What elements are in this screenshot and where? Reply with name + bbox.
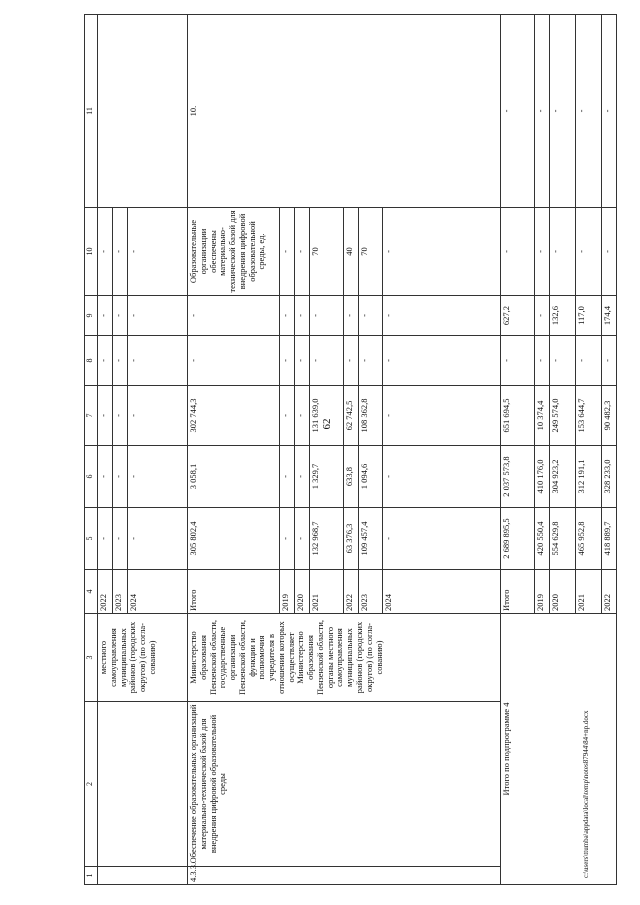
value-cell: - [535,15,550,208]
value-cell: - [128,386,188,446]
value-cell: 132 968,7 [310,508,344,570]
value-cell: 410 176,0 [535,446,550,508]
value-cell: 10 374,4 [535,386,550,446]
value-cell: - [280,336,295,386]
value-cell: - [359,336,383,386]
value-cell: - [550,208,576,296]
value-cell: - [295,508,310,570]
value-cell: 90 482,3 [602,386,617,446]
value-cell: - [280,386,295,446]
value-cell: - [113,336,128,386]
value-cell: 651 694,5 [501,386,535,446]
col-header-5: 5 [85,508,98,570]
value-cell: 40 [344,208,359,296]
year-cell: Итого [501,570,535,614]
col-header-1: 1 [85,867,98,885]
value-cell: - [113,296,128,336]
cont-executor-cell: местного самоуправления муниципальных районов (городских округов) (по согла- сованию) [98,614,188,702]
col-header-10: 10 [85,208,98,296]
col-header-4: 4 [85,570,98,614]
value-cell: - [295,296,310,336]
value-cell: 70 [310,208,344,296]
col-header-8: 8 [85,336,98,386]
year-cell: 2021 [310,570,344,614]
cont-num-cell [98,867,188,885]
value-cell: - [602,336,617,386]
value-cell: - [113,386,128,446]
value-cell: - [98,508,113,570]
value-cell: 132,6 [550,296,576,336]
col-header-2: 2 [85,702,98,867]
value-cell: 465 952,8 [576,508,602,570]
value-cell: 249 574,0 [550,386,576,446]
value-cell: - [535,296,550,336]
item-num-cell: 4.3.3. [188,867,501,885]
col-header-7: 7 [85,386,98,446]
value-cell: 108 362,8 [359,386,383,446]
year-cell: 2021 [576,570,602,614]
value-cell: - [535,208,550,296]
value-cell: 328 233,0 [602,446,617,508]
year-cell: 2019 [280,570,295,614]
value-cell: - [344,296,359,336]
value-cell: - [550,336,576,386]
value-cell: - [98,386,113,446]
col-header-9: 9 [85,296,98,336]
year-cell: 2020 [550,570,576,614]
value-cell: 1 094,6 [359,446,383,508]
year-cell: 2023 [359,570,383,614]
value-cell: 109 457,4 [359,508,383,570]
value-cell: - [602,208,617,296]
value-cell: - [98,208,113,296]
value-cell: 2 689 895,5 [501,508,535,570]
rotated-table-container [84,15,612,885]
value-cell: - [310,336,344,386]
program-table [84,14,617,885]
value-cell: - [128,296,188,336]
value-cell: 3 058,1 [188,446,280,508]
value-cell: 63 376,3 [344,508,359,570]
value-cell: - [128,336,188,386]
table-row [98,15,113,885]
value-cell: 153 644,7 [576,386,602,446]
item-col11-cell: 10. [188,15,501,208]
value-cell: 174,4 [602,296,617,336]
value-cell: - [501,15,535,208]
value-cell: - [280,208,295,296]
value-cell: 117,0 [576,296,602,336]
value-cell: 304 923,2 [550,446,576,508]
value-cell: 418 889,7 [602,508,617,570]
year-cell: 2022 [344,570,359,614]
value-cell: - [295,446,310,508]
value-cell: - [98,296,113,336]
value-cell: 131 639,0 [310,386,344,446]
value-cell: 62 742,5 [344,386,359,446]
value-cell: - [98,446,113,508]
value-cell: - [383,208,501,296]
value-cell: - [383,446,501,508]
value-cell: - [295,386,310,446]
value-cell: - [576,208,602,296]
value-cell: 302 744,3 [188,386,280,446]
cont-name-cell [98,702,188,867]
col-header-11: 11 [85,15,98,208]
value-cell: - [501,208,535,296]
value-cell: 554 629,8 [550,508,576,570]
value-cell: - [602,15,617,208]
value-cell: 420 550,4 [535,508,550,570]
value-cell: 305 802,4 [188,508,280,570]
value-cell: - [188,336,280,386]
value-cell: - [550,15,576,208]
value-cell: - [383,336,501,386]
value-cell: - [359,296,383,336]
value-cell: - [188,296,280,336]
value-cell: - [295,336,310,386]
value-cell: - [128,208,188,296]
value-cell: - [113,508,128,570]
value-cell: - [383,508,501,570]
value-cell: - [280,446,295,508]
value-cell: - [344,336,359,386]
value-cell: - [576,15,602,208]
year-cell: 2020 [295,570,310,614]
indicator-cell: Образовательные организации обеспечены материально-технической базой для внедрения цифровой образовательной среды, ед. [188,208,280,296]
value-cell: - [113,208,128,296]
value-cell: 633,8 [344,446,359,508]
header-row [85,15,98,885]
value-cell: 70 [359,208,383,296]
year-cell: 2024 [383,570,501,614]
cont-col11-cell [98,15,188,208]
value-cell: - [113,446,128,508]
year-cell: 2022 [602,570,617,614]
col-header-3: 3 [85,614,98,702]
value-cell: - [280,508,295,570]
file-path-footer: c:\users\ttumba\appdata\local\temp\notes87944\84+np.docx [582,710,590,878]
item-executor-cell: Министерство образования Пензенской области, государственные организации Пензенской области, функции и полномочия учредителя в отношении которых осуществляет Министерство образования Пензенской области, органы местного самоуправления муниципальных районов (городских округов) (по согла- сованию) [188,614,501,702]
col-header-6: 6 [85,446,98,508]
table-row [501,15,535,885]
value-cell: - [576,336,602,386]
year-cell: 2019 [535,570,550,614]
value-cell: 312 191,1 [576,446,602,508]
value-cell: 627,2 [501,296,535,336]
value-cell: 2 037 573,8 [501,446,535,508]
table-row [188,15,280,885]
value-cell: 1 329,7 [310,446,344,508]
year-cell: Итого [188,570,280,614]
value-cell: - [98,336,113,386]
year-cell: 2024 [128,570,188,614]
year-cell: 2023 [113,570,128,614]
value-cell: - [128,446,188,508]
value-cell: - [310,296,344,336]
page-number: 62 [321,418,333,430]
value-cell: - [383,296,501,336]
value-cell: - [535,336,550,386]
value-cell: - [280,296,295,336]
item-name-cell: Обеспечение образовательных организаций материально-технической базой для внедрения цифровой образовательной среды [188,702,501,867]
value-cell: - [295,208,310,296]
year-cell: 2022 [98,570,113,614]
subtotal-label-cell: Итого по подпрограмме 4 [501,614,617,885]
value-cell: - [128,508,188,570]
value-cell: - [501,336,535,386]
value-cell: - [383,386,501,446]
